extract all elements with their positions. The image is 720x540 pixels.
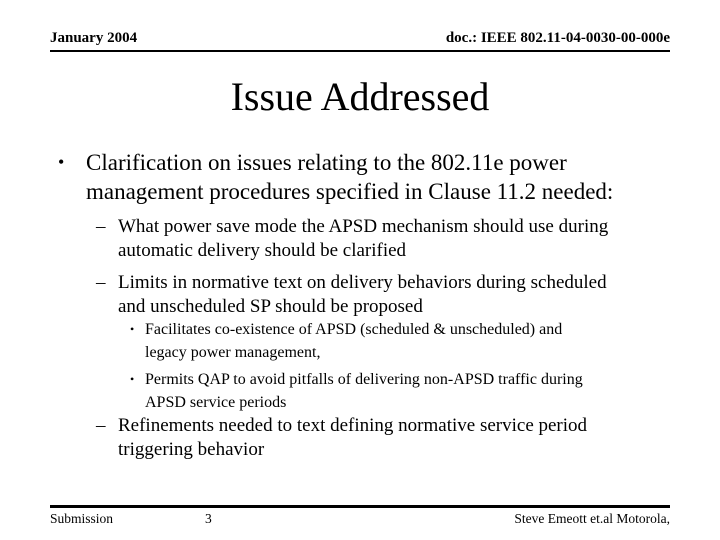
bullet-text-line: Limits in normative text on delivery behaviors during scheduled xyxy=(118,272,607,293)
header-date: January 2004 xyxy=(50,30,138,46)
footer-submission-label: Submission xyxy=(50,511,114,526)
bullet-item-facilitates-coexistence xyxy=(52,318,710,364)
page-title: Issue Addressed xyxy=(230,74,490,119)
bullet-text-line: Refinements needed to text defining normative service period xyxy=(118,415,588,436)
bullet-text-line: automatic delivery should be clarified xyxy=(118,239,407,261)
dash-icon: – xyxy=(96,415,106,436)
footer-author: Steve Emeott et.al Motorola, xyxy=(514,511,670,526)
bullet-item-permits-qap xyxy=(52,368,710,414)
dash-icon: – xyxy=(96,272,106,293)
bullet-icon: • xyxy=(130,322,135,336)
bullet-text-line: What power save mode the APSD mechanism should use during xyxy=(118,216,609,237)
header-doc-number: doc.: IEEE 802.11-04-0030-00-000e xyxy=(445,30,670,46)
bullet-text-line: Facilitates co-existence of APSD (scheduled & unscheduled) and xyxy=(145,321,563,338)
bullet-text-line: Clarification on issues relating to the 802.11e power xyxy=(86,150,567,175)
bullet-item-limits-normative-text xyxy=(52,271,710,318)
bullet-text-line: management procedures specified in Clause 11.2 needed: xyxy=(86,179,614,204)
dash-icon: – xyxy=(96,216,106,237)
bullet-text-line: legacy power management, xyxy=(145,344,321,361)
footer-page-number: 3 xyxy=(205,511,212,526)
bullet-item-refinements xyxy=(52,414,710,461)
bullet-text-line: triggering behavior xyxy=(118,438,265,460)
bullet-text-line: APSD service periods xyxy=(145,394,287,411)
bullet-text-line: Permits QAP to avoid pitfalls of delivering non-APSD traffic during xyxy=(145,371,583,388)
bullet-text-line: and unscheduled SP should be proposed xyxy=(118,295,423,317)
bullet-icon: • xyxy=(58,152,65,172)
bullet-item-power-save-mode xyxy=(52,215,710,262)
bullet-item-clarification xyxy=(52,148,710,206)
slide-footer xyxy=(50,505,670,527)
slide-header xyxy=(50,30,670,52)
slide-body xyxy=(52,148,710,461)
bullet-icon: • xyxy=(130,372,135,386)
